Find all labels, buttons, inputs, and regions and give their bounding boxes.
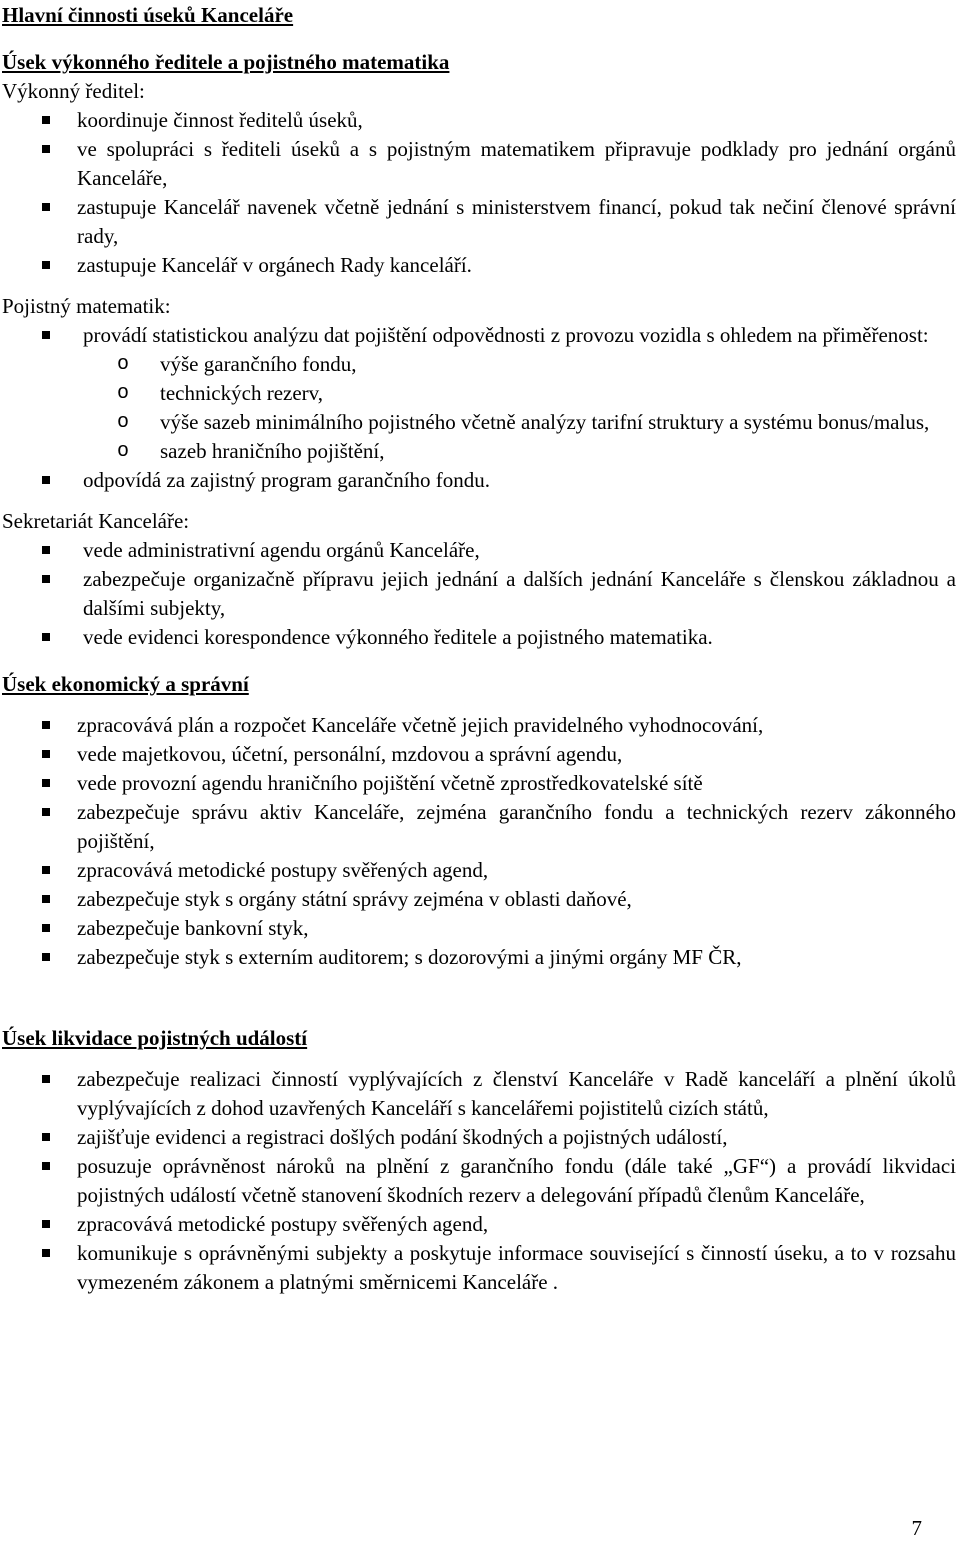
subheading-secretariat: Sekretariát Kanceláře: (2, 509, 190, 533)
claims-list (2, 1065, 956, 1297)
sub-list-item: o sazeb hraničního pojištění, (83, 437, 956, 466)
document-title: Hlavní činnosti úseků Kanceláře (2, 3, 294, 27)
list-item: vede evidenci korespondence výkonného ředitele a pojistného matematika. (2, 623, 956, 652)
section-heading-economic: Úsek ekonomický a správní (2, 672, 249, 696)
list-item: koordinuje činnost ředitelů úseků, (2, 106, 956, 135)
document-page (2, 0, 956, 1297)
spacer (2, 280, 956, 292)
section-heading-executive: Úsek výkonného ředitele a pojistného matematika (2, 50, 450, 74)
list-item: ve spolupráci s řediteli úseků a s pojistným matematikem připravuje podklady pro jednání orgánů Kanceláře, (2, 135, 956, 193)
list-item: zabezpečuje realizaci činností vyplývajících z členství Kanceláře v Radě kanceláří a plnění úkolů vyplývajících z dohod uzavřených Kanceláří s kancelářemi pojistitelů cizích států, (2, 1065, 956, 1123)
list-item: zabezpečuje styk s externím auditorem; s dozorovými a jinými orgány MF ČR, (2, 943, 956, 972)
spacer (2, 495, 956, 507)
spacer (2, 699, 956, 711)
list-item: zastupuje Kancelář navenek včetně jednání s ministerstvem financí, pokud tak nečiní členové správní rady, (2, 193, 956, 251)
list-item: zabezpečuje organizačně přípravu jejich jednání a dalších jednání Kanceláře s členskou základnou a dalšími subjekty, (2, 565, 956, 623)
sub-list-item: o výše garančního fondu, (83, 350, 956, 379)
sub-list-item: o technických rezerv, (83, 379, 956, 408)
secretariat-list (2, 536, 956, 652)
spacer (2, 1053, 956, 1065)
list-item: vede majetkovou, účetní, personální, mzdovou a správní agendu, (2, 740, 956, 769)
list-item: zpracovává plán a rozpočet Kanceláře včetně jejich pravidelného vyhodnocování, (2, 711, 956, 740)
economic-list (2, 711, 956, 972)
subheading-director: Výkonný ředitel: (2, 79, 145, 103)
page-number: 7 (911, 1516, 922, 1540)
list-item: zajišťuje evidenci a registraci došlých podání škodných a pojistných událostí, (2, 1123, 956, 1152)
list-item-text: provádí statistickou analýzu dat pojištění odpovědnosti z provozu vozidla s ohledem na přiměřenost: (83, 323, 929, 347)
list-item: odpovídá za zajistný program garančního fondu. (2, 466, 956, 495)
section-heading-claims: Úsek likvidace pojistných událostí (2, 1026, 308, 1050)
list-item: zpracovává metodické postupy svěřených agend, (2, 1210, 956, 1239)
director-list (2, 106, 956, 280)
spacer (2, 652, 956, 670)
list-item: vede administrativní agendu orgánů Kanceláře, (2, 536, 956, 565)
spacer (2, 30, 956, 48)
list-item: zpracovává metodické postupy svěřených agend, (2, 856, 956, 885)
list-item: vede provozní agendu hraničního pojištění včetně zprostředkovatelské sítě (2, 769, 956, 798)
list-item (2, 321, 956, 466)
list-item: posuzuje oprávněnost nároků na plnění z garančního fondu (dále také „GF“) a provádí likvidaci pojistných událostí včetně stanovení škodních rezerv a delegování případů členům Kanceláře, (2, 1152, 956, 1210)
list-item: zabezpečuje správu aktiv Kanceláře, zejména garančního fondu a technických rezerv zákonného pojištění, (2, 798, 956, 856)
list-item: zabezpečuje styk s orgány státní správy zejména v oblasti daňové, (2, 885, 956, 914)
subheading-actuary: Pojistný matematik: (2, 294, 171, 318)
list-item: komunikuje s oprávněnými subjekty a poskytuje informace související s činností úseku, a to v rozsahu vymezeném zákonem a platnými směrnicemi Kanceláře . (2, 1239, 956, 1297)
sub-list-item: o výše sazeb minimálního pojistného včetně analýzy tarifní struktury a systému bonus/malus, (83, 408, 956, 437)
spacer (2, 972, 956, 1024)
actuary-list (2, 321, 956, 495)
list-item: zastupuje Kancelář v orgánech Rady kanceláří. (2, 251, 956, 280)
list-item: zabezpečuje bankovní styk, (2, 914, 956, 943)
actuary-sublist (83, 350, 956, 466)
